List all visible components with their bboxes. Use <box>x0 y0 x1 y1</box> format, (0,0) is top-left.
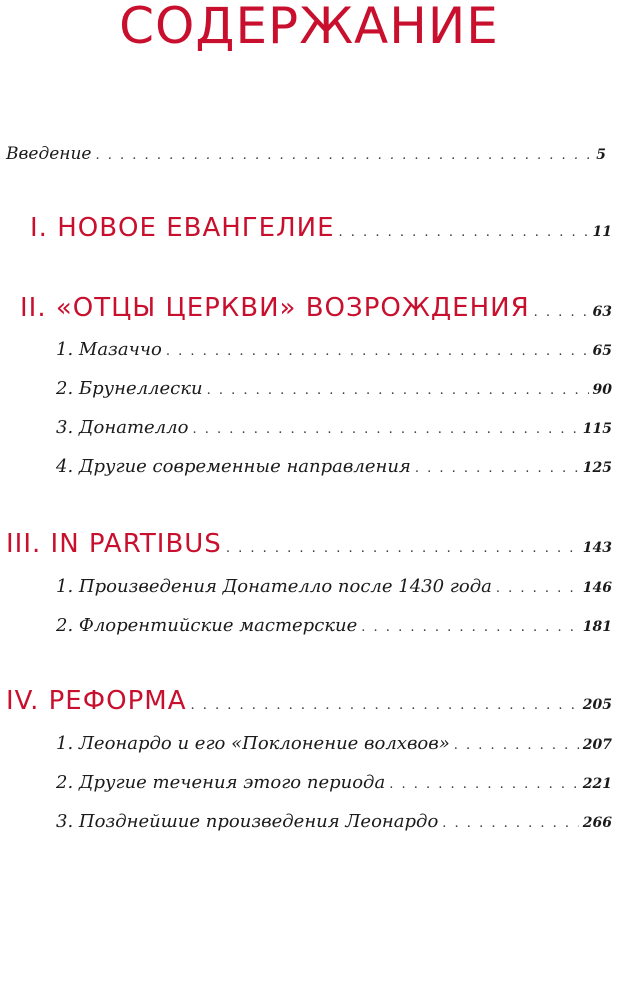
dot-leader <box>496 581 579 596</box>
toc-page-number: 221 <box>582 776 612 792</box>
toc-chapter-2[interactable] <box>20 293 612 323</box>
toc-page-number: 5 <box>596 147 606 163</box>
toc-chapter-label: IV. РЕФОРМА <box>6 686 187 716</box>
toc-entry-label: 2. Флорентийские мастерские <box>56 615 358 636</box>
toc-chapter-label: II. «ОТЦЫ ЦЕРКВИ» ВОЗРОЖДЕНИЯ <box>20 293 530 323</box>
dot-leader <box>96 148 593 163</box>
dot-leader <box>166 344 589 359</box>
toc-page-number: 65 <box>592 343 612 359</box>
toc-page-number: 143 <box>582 540 612 556</box>
toc-chapter-label: I. НОВОЕ ЕВАНГЕЛИЕ <box>30 213 335 243</box>
toc-page-number: 63 <box>592 304 612 320</box>
toc-entry-label: 1. Мазаччо <box>56 339 162 360</box>
toc-page-number: 146 <box>582 580 612 596</box>
toc-entry-label: Введение <box>6 144 92 164</box>
toc-entry[interactable] <box>56 811 612 832</box>
toc-chapter-1[interactable] <box>30 213 612 243</box>
toc-chapter-label: III. IN PARTIBUS <box>6 529 222 559</box>
toc-entry-label: 3. Позднейшие произведения Леонардо <box>56 811 439 832</box>
toc-entry[interactable] <box>56 576 612 597</box>
toc-entry-label: 4. Другие современные направления <box>56 456 411 477</box>
dot-leader <box>226 541 579 556</box>
toc-page-number: 181 <box>582 619 612 635</box>
dot-leader <box>207 383 589 398</box>
toc-page-number: 207 <box>582 737 612 753</box>
toc-entry[interactable] <box>56 456 612 477</box>
toc-entry-label: 2. Брунеллески <box>56 378 203 399</box>
dot-leader <box>339 225 589 240</box>
toc-page-number: 266 <box>582 815 612 831</box>
dot-leader <box>442 816 578 831</box>
dot-leader <box>190 698 578 713</box>
dot-leader <box>534 305 589 320</box>
dot-leader <box>415 461 579 476</box>
toc-chapter-4[interactable] <box>6 686 612 716</box>
toc-entry[interactable] <box>56 615 612 636</box>
dot-leader <box>192 422 578 437</box>
toc-entry[interactable] <box>56 733 612 754</box>
toc-entry-intro[interactable] <box>6 144 606 164</box>
toc-page-number: 115 <box>582 421 612 437</box>
toc-entry-label: 3. Донателло <box>56 417 189 438</box>
dot-leader <box>454 738 579 753</box>
toc-entry-label: 2. Другие течения этого периода <box>56 772 386 793</box>
toc-page-number: 11 <box>592 224 612 240</box>
toc-page-number: 125 <box>582 460 612 476</box>
toc-page-number: 90 <box>592 382 612 398</box>
toc-entry-label: 1. Леонардо и его «Поклонение волхвов» <box>56 733 450 754</box>
page-title: СОДЕРЖАНИЕ <box>119 0 499 55</box>
toc-entry[interactable] <box>56 339 612 360</box>
dot-leader <box>361 620 578 635</box>
toc-entry[interactable] <box>56 772 612 793</box>
toc-chapter-3[interactable] <box>6 529 612 559</box>
toc-page-number: 205 <box>582 697 612 713</box>
toc-entry[interactable] <box>56 417 612 438</box>
dot-leader <box>389 777 579 792</box>
toc-entry[interactable] <box>56 378 612 399</box>
toc-entry-label: 1. Произведения Донателло после 1430 года <box>56 576 492 597</box>
